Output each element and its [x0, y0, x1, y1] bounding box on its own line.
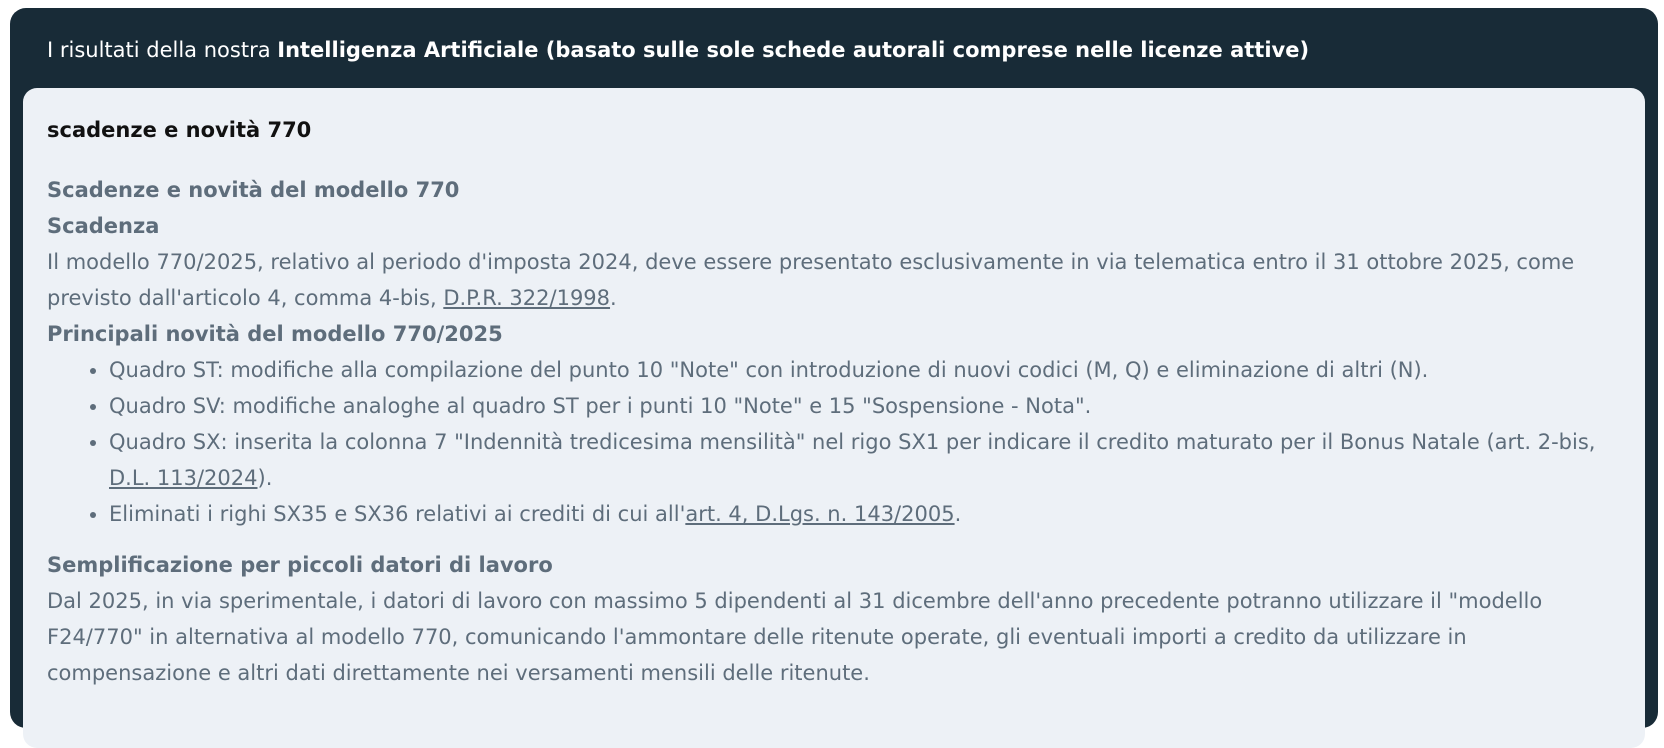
answer-body	[47, 108, 1627, 691]
section-heading-semplificazione: Semplificazione per piccoli datori di lavoro	[47, 553, 553, 577]
section-heading-scadenza: Scadenza	[47, 214, 160, 238]
novita-list	[47, 352, 1627, 532]
list-item-text: Quadro SX: inserita la colonna 7 "Indennità tredicesima mensilità" nel rigo SX1 per indicare il credito maturato per il Bonus Natale (art. 2-bis,	[109, 430, 1596, 454]
list-item-text-end: .	[954, 502, 962, 526]
list-item-text: Quadro SV: modifiche analoghe al quadro ST per i punti 10 "Note" e 15 "Sospensione - Nota".	[109, 394, 1092, 418]
list-item-text: Eliminati i righi SX35 e SX36 relativi ai crediti di cui all'	[109, 502, 686, 526]
header-bold-text: Intelligenza Artificiale (basato sulle sole schede autorali comprese nelle licenze attive)	[277, 38, 1310, 62]
answer-card	[23, 88, 1645, 748]
list-item	[109, 352, 1627, 388]
list-item	[109, 496, 1627, 532]
scadenza-text: Il modello 770/2025, relativo al periodo d'imposta 2024, deve essere presentato esclusivamente in via telematica entro il 31 ottobre 2025, come previsto dall'articolo 4, comma 4-bis,	[47, 250, 1575, 310]
list-item	[109, 424, 1627, 496]
spacer	[47, 532, 1627, 547]
panel-header	[47, 35, 1309, 65]
answer-title: Scadenze e novità del modello 770	[47, 178, 460, 202]
link-dlgs-143-2005[interactable]: art. 4, D.Lgs. n. 143/2005	[685, 502, 955, 526]
section-text-semplificazione: Dal 2025, in via sperimentale, i datori di lavoro con massimo 5 dipendenti al 31 dicembre dell'anno precedente potranno utilizzare il "modello F24/770" in alternativa al modello 770, comunicando l'ammontare delle ritenute operate, gli eventuali importi a credito da utilizzare in compensazione e altri dati direttamente nei versamenti mensili delle ritenute.	[47, 589, 1543, 685]
link-dl-113-2024[interactable]: D.L. 113/2024	[109, 466, 258, 490]
list-item	[109, 388, 1627, 424]
header-prefix: I risultati della nostra	[47, 38, 278, 62]
list-item-text: Quadro ST: modifiche alla compilazione del punto 10 "Note" con introduzione di nuovi codici (M, Q) e eliminazione di altri (N).	[109, 358, 1429, 382]
ai-results-panel	[10, 8, 1658, 728]
list-item-text-end: ).	[257, 466, 273, 490]
query-text: scadenze e novità 770	[47, 118, 312, 142]
section-heading-novita: Principali novità del modello 770/2025	[47, 322, 503, 346]
section-text-scadenza	[47, 244, 1627, 316]
scadenza-text-end: .	[610, 286, 617, 310]
link-dpr-322-1998[interactable]: D.P.R. 322/1998	[443, 286, 611, 310]
